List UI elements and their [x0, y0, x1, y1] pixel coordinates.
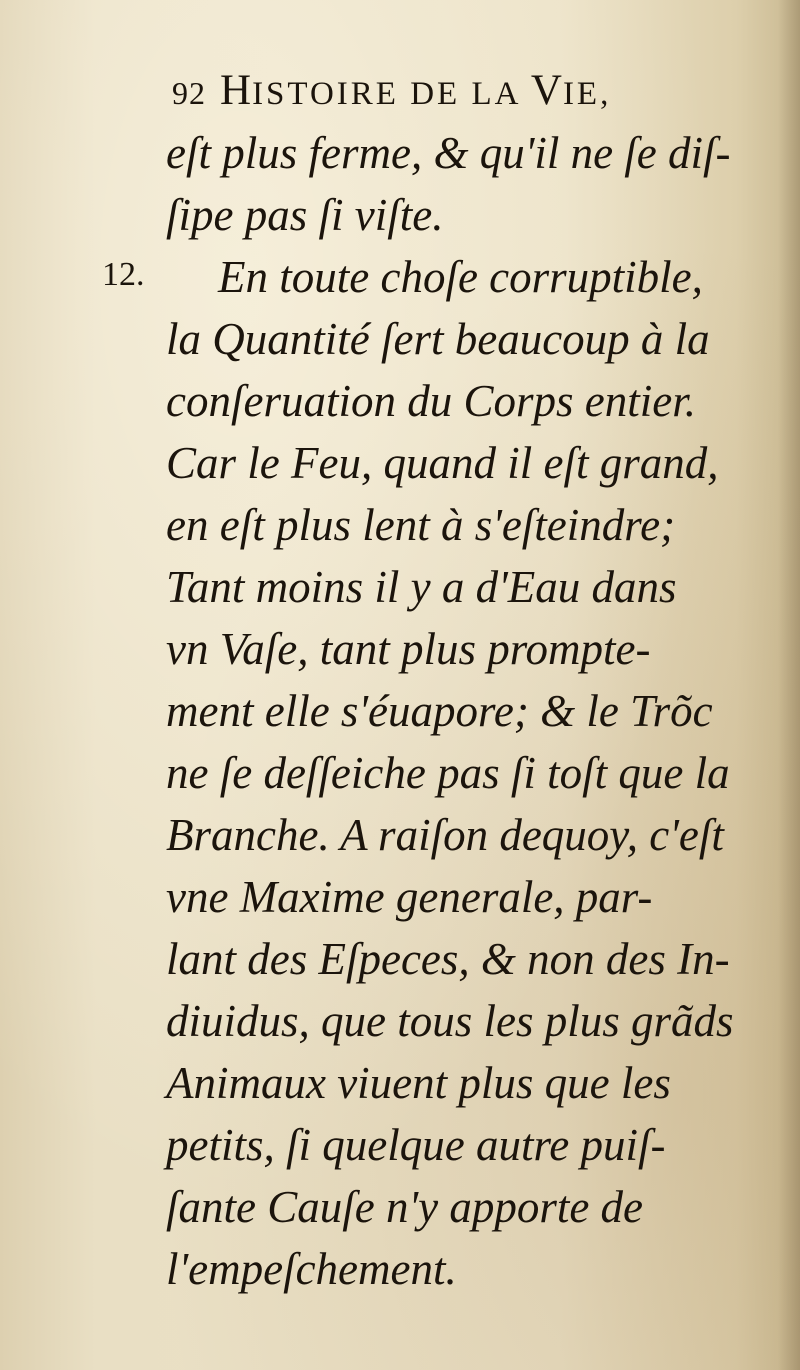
text-line: ſante Cauſe n'y apporte de — [166, 1182, 644, 1232]
text-line: conſeruation du Corps entier. — [166, 376, 696, 426]
marginal-number: 12. — [102, 256, 145, 293]
text-line: petits, ſi quelque autre puiſ- — [166, 1120, 666, 1170]
title-initial: H — [220, 67, 253, 114]
text-line: ment elle s'éuapore; & le Trõc — [166, 686, 713, 736]
title-initial-2: V — [530, 67, 563, 114]
text-line: ne ſe deſſeiche pas ſi toſt que la — [166, 748, 730, 798]
text-line: Branche. A raiſon dequoy, c'eſt — [166, 810, 724, 860]
text-line: Car le Feu, quand il eſt grand, — [166, 438, 719, 488]
text-line: Tant moins il y a d'Eau dans — [166, 562, 677, 612]
page-edge-shadow — [778, 0, 800, 1370]
running-head — [172, 66, 752, 126]
text-line: lant des Eſpeces, & non des In- — [166, 934, 730, 984]
text-line: la Quantité ſert beaucoup à la — [166, 314, 710, 364]
title-rest: ISTOIRE DE LA — [252, 76, 531, 112]
text-line: en eſt plus lent à s'eſteindre; — [166, 500, 676, 550]
text-line: Animaux viuent plus que les — [166, 1058, 671, 1108]
page-number: 92 — [172, 75, 206, 111]
text-line: En toute choſe corruptible, — [218, 252, 703, 302]
text-line: l'empeſchement. — [166, 1244, 457, 1294]
text-line: eſt plus ferme, & qu'il ne ſe diſ- — [166, 128, 731, 178]
text-line: vne Maxime generale, par- — [166, 872, 653, 922]
text-line: vn Vaſe, tant plus prompte- — [166, 624, 651, 674]
text-line: diuidus, que tous les plus grãds — [166, 996, 734, 1046]
title-rest-2: IE, — [562, 76, 612, 112]
text-line: ſipe pas ſi viſte. — [166, 190, 444, 240]
